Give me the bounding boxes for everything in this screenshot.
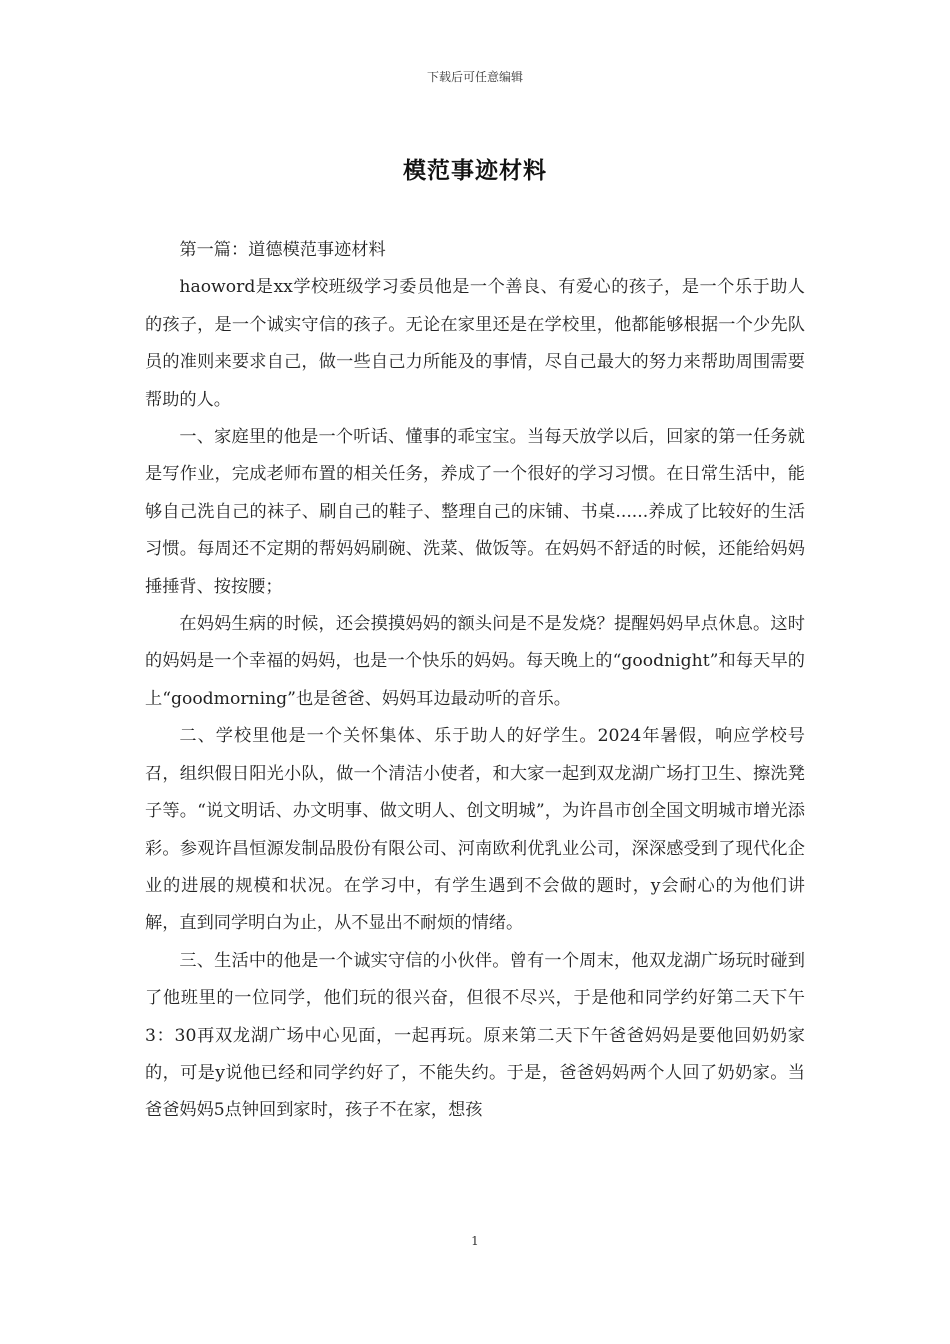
document-body	[145, 232, 805, 1130]
body-paragraph: 三、生活中的他是一个诚实守信的小伙伴。曾有一个周末，他双龙湖广场玩时碰到了他班里的一位同学，他们玩的很兴奋，但很不尽兴，于是他和同学约好第二天下午3：30再双龙湖广场中心见面，一起再玩。原来第二天下午爸爸妈妈是要他回奶奶家的，可是y说他已经和同学约好了，不能失约。于是，爸爸妈妈两个人回了奶奶家。当爸爸妈妈5点钟回到家时，孩子不在家，想孩	[145, 950, 805, 1121]
section-heading: 第一篇：道德模范事迹材料	[179, 240, 386, 260]
body-paragraph: 一、家庭里的他是一个听话、懂事的乖宝宝。当每天放学以后，回家的第一任务就是写作业，完成老师布置的相关任务，养成了一个很好的学习习惯。在日常生活中，能够自己洗自己的袜子、刷自己的鞋子、整理自己的床铺、书桌......养成了比较好的生活习惯。每周还不定期的帮妈妈刷碗、洗菜、做饭等。在妈妈不舒适的时候，还能给妈妈捶捶背、按按腰；	[145, 427, 805, 597]
body-paragraph: 二、学校里他是一个关怀集体、乐于助人的好学生。2024年暑假，响应学校号召，组织假日阳光小队，做一个清洁小使者，和大家一起到双龙湖广场打卫生、擦洗凳子等。“说文明话、办文明事、做文明人、创文明城”，为许昌市创全国文明城市增光添彩。参观许昌恒源发制品股份有限公司、河南欧利优乳业公司，深深感受到了现代化企业的进展的规模和状况。在学习中，有学生遇到不会做的题时，y会耐心的为他们讲解，直到同学明白为止，从不显出不耐烦的情绪。	[145, 726, 805, 934]
page-number: 1	[471, 1234, 479, 1248]
body-paragraph: haoword是xx学校班级学习委员他是一个善良、有爱心的孩子，是一个乐于助人的孩子，是一个诚实守信的孩子。无论在家里还是在学校里，他都能够根据一个少先队员的准则来要求自己，做一些自己力所能及的事情，尽自己最大的努力来帮助周围需要帮助的人。	[145, 277, 805, 410]
header-note: 下载后可任意编辑	[426, 70, 523, 84]
body-paragraph: 在妈妈生病的时候，还会摸摸妈妈的额头问是不是发烧？提醒妈妈早点休息。这时的妈妈是一个幸福的妈妈，也是一个快乐的妈妈。每天晚上的“goodnight”和每天早的上“goodmorning”也是爸爸、妈妈耳边最动听的音乐。	[145, 614, 805, 709]
document-title: 模范事迹材料	[403, 158, 547, 184]
